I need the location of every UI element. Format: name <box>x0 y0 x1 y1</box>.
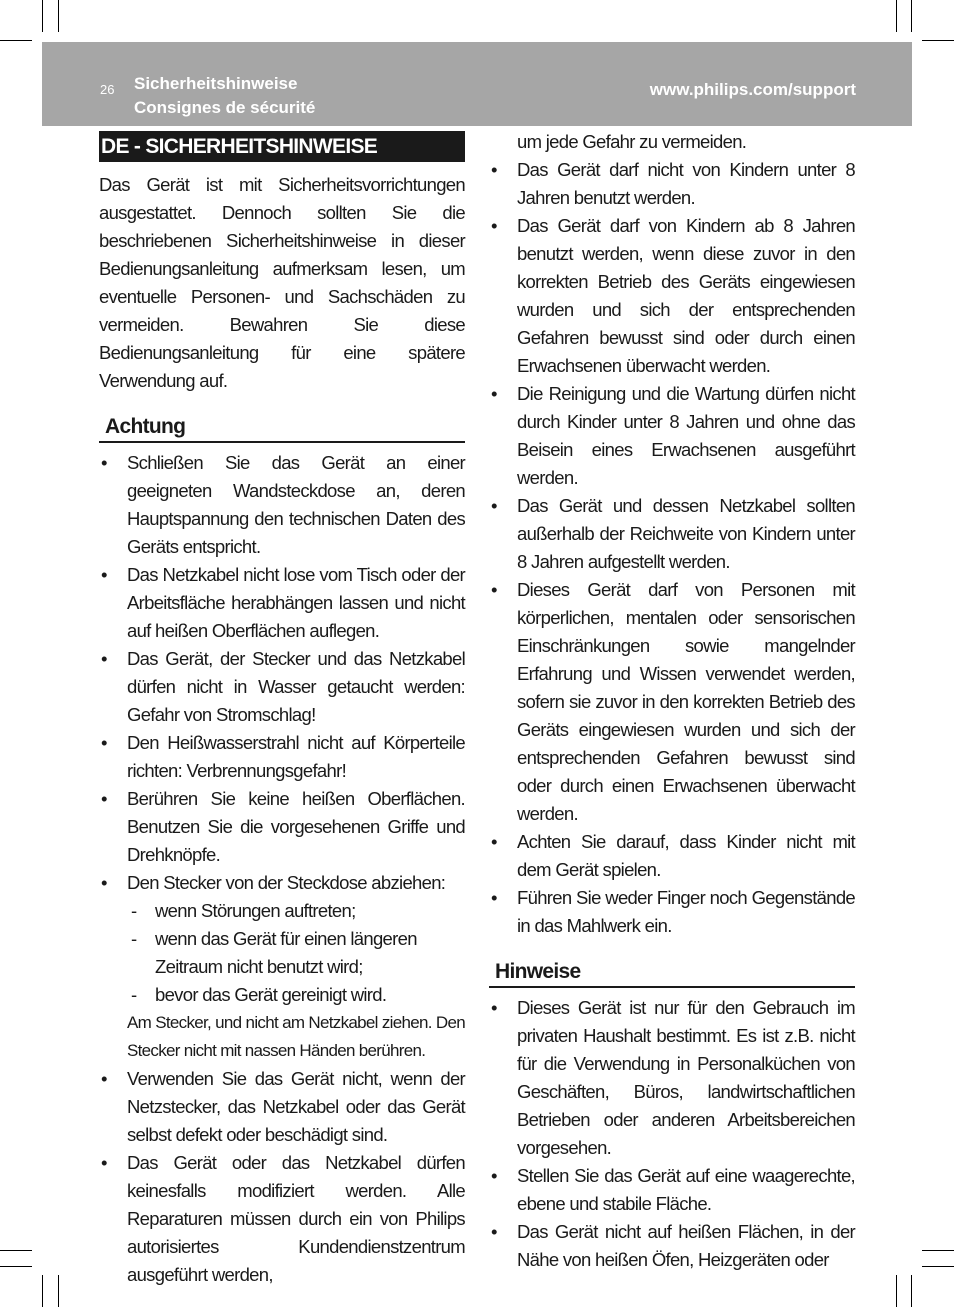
list-item: • Dieses Gerät darf von Personen mit körperlichen, mentalen oder sensorischen Einschränkungen sowie mangelnder Erfahrung und Wissen verwendet werden, sofern sie zuvor in den korrekten Betrieb des Geräts eingewiesen wurden und sich der entsprechenden Gefahren bewusst sind oder durch einen Erwachsenen überwacht werden. <box>489 576 855 828</box>
list-item: • Das Gerät darf von Kindern ab 8 Jahren benutzt werden, wenn diese zuvor in den korrekten Betrieb des Geräts eingewiesen wurden und sich der entsprechenden Gefahren bewusst sind oder durch einen Erwachsenen überwacht werden. <box>489 212 855 380</box>
list-item: • Schließen Sie das Gerät an einer geeigneten Wandsteckdose an, deren Hauptspannung den technischen Daten des Geräts entspricht. <box>99 449 465 561</box>
list-item: • Das Gerät, der Stecker und das Netzkabel dürfen nicht in Wasser getaucht werden: Gefahr von Stromschlag! <box>99 645 465 729</box>
crop-mark <box>911 0 912 32</box>
crop-mark <box>922 1250 954 1251</box>
hinweise-heading: Hinweise <box>489 958 855 988</box>
page-number: 26 <box>100 82 115 97</box>
support-url[interactable]: www.philips.com/support <box>649 80 856 99</box>
list-item: • Den Heißwasserstrahl nicht auf Körperteile richten: Verbrennungsgefahr! <box>99 729 465 785</box>
list-item: • Verwenden Sie das Gerät nicht, wenn der Netzstecker, das Netzkabel oder das Gerät selbst defekt oder beschädigt sind. <box>99 1065 465 1149</box>
sub-list <box>127 897 465 1009</box>
list-item: • Achten Sie darauf, dass Kinder nicht mit dem Gerät spielen. <box>489 828 855 884</box>
header-title-fr: Consignes de sécurité <box>134 98 316 117</box>
list-item: • Das Netzkabel nicht lose vom Tisch oder der Arbeitsfläche herabhängen lassen und nicht auf heißen Oberflächen auflegen. <box>99 561 465 645</box>
achtung-list <box>99 449 465 1289</box>
crop-mark <box>42 0 43 32</box>
list-item: • Führen Sie weder Finger noch Gegenstände in das Mahlwerk ein. <box>489 884 855 940</box>
list-item: • Stellen Sie das Gerät auf eine waagerechte, ebene und stabile Fläche. <box>489 1162 855 1218</box>
header-title-de: Sicherheitshinweise <box>134 74 298 93</box>
right-column <box>489 128 855 1274</box>
left-column <box>99 128 465 1289</box>
crop-mark <box>0 1250 32 1251</box>
sub-list-item: - bevor das Gerät gereinigt wird. <box>127 981 465 1009</box>
header-titles <box>134 72 315 120</box>
list-item: • Das Gerät darf nicht von Kindern unter 8 Jahren benutzt werden. <box>489 156 855 212</box>
sub-list-item: - wenn das Gerät für einen längeren Zeitraum nicht benutzt wird; <box>127 925 465 981</box>
hinweise-list <box>489 994 855 1274</box>
crop-mark <box>911 1275 912 1307</box>
list-item: • Das Gerät nicht auf heißen Flächen, in der Nähe von heißen Öfen, Heizgeräten oder <box>489 1218 855 1274</box>
crop-mark <box>896 0 897 32</box>
list-item: • Das Gerät und dessen Netzkabel sollten außerhalb der Reichweite von Kindern unter 8 Jahren aufgestellt werden. <box>489 492 855 576</box>
page-header <box>42 42 912 126</box>
achtung-heading: Achtung <box>99 413 465 443</box>
list-item <box>99 869 465 1065</box>
continuation-text: um jede Gefahr zu vermeiden. <box>517 131 747 152</box>
crop-mark <box>896 1275 897 1307</box>
list-item-text: Den Stecker von der Steckdose abziehen: <box>127 872 446 893</box>
crop-mark <box>42 1275 43 1307</box>
crop-mark <box>58 1275 59 1307</box>
crop-mark <box>58 0 59 32</box>
list-item: • Berühren Sie keine heißen Oberflächen. Benutzen Sie die vorgesehenen Griffe und Drehknöpfe. <box>99 785 465 869</box>
intro-paragraph: Das Gerät ist mit Sicherheitsvorrichtungen ausgestattet. Dennoch sollten Sie die beschriebenen Sicherheitshinweise in dieser Bedienungsanleitung aufmerksam lesen, um eventuelle Personen- und Sachschäden zu vermeiden. Bewahren Sie diese Bedienungsanleitung für eine spätere Verwendung auf. <box>99 174 465 391</box>
sub-list-item: - wenn Störungen auftreten; <box>127 897 465 925</box>
crop-mark <box>0 40 32 41</box>
list-item: • Dieses Gerät ist nur für den Gebrauch im privaten Haushalt bestimmt. Es ist z.B. nicht für die Verwendung in Personalküchen von Geschäften, Büros, landwirtschaftlichen Betrieben oder anderen Arbeitsbereichen vorgesehen. <box>489 994 855 1162</box>
list-item: • Das Gerät oder das Netzkabel dürfen keinesfalls modifiziert werden. Alle Reparaturen müssen durch ein von Philips autorisiertes Kundendienstzentrum ausgeführt werden, <box>99 1149 465 1289</box>
safety-list <box>489 156 855 940</box>
crop-mark <box>0 1266 32 1267</box>
crop-mark <box>922 1266 954 1267</box>
list-item: • Die Reinigung und die Wartung dürfen nicht durch Kinder unter 8 Jahren und ohne das Beisein eines Erwachsenen ausgeführt werden. <box>489 380 855 492</box>
note-text: Am Stecker, und nicht am Netzkabel ziehen. Den Stecker nicht mit nassen Händen berühren. <box>127 1013 465 1060</box>
crop-mark <box>922 40 954 41</box>
section-title: DE - SICHERHEITSHINWEISE <box>99 131 465 162</box>
